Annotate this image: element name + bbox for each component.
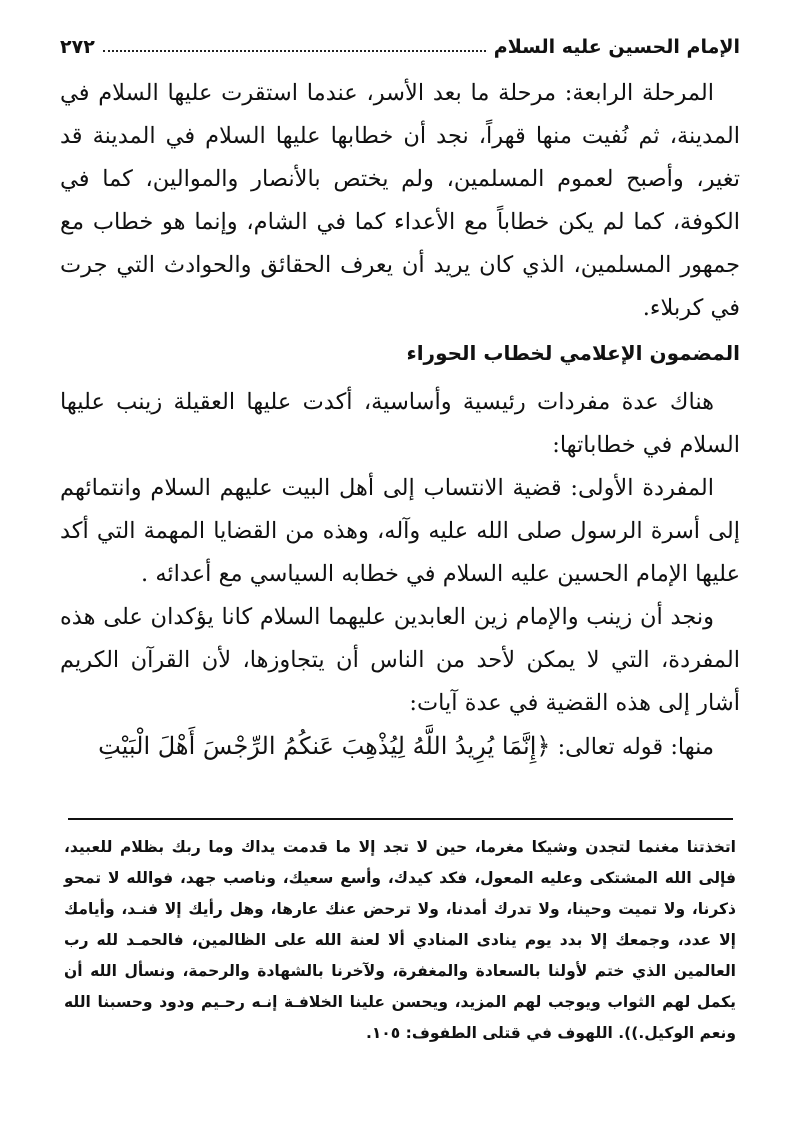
main-text [60,72,740,769]
running-title: الإمام الحسين عليه السلام [493,36,740,58]
paragraph-stage-four: المرحلة الرابعة: مرحلة ما بعد الأسر، عندما استقرت عليها السلام في المدينة، ثم نُفيت منها قهراً، نجد أن خطابها عليها السلام في المدينة قد تغير، وأصبح لعموم المسلمين، ولم يختص بالأنصار والموالين، كما في الكوفة، كما لم يكن خطاباً مع الأعداء كما في الشام، وإنما هو خطاب مع جمهور المسلمين، الذي كان يريد أن يعرف الحقائق والحوادث التي جرت في كربلاء. [60,80,740,321]
paragraph-intro-items: هناك عدة مفردات رئيسية وأساسية، أكدت عليها العقيلة زينب عليها السلام في خطاباتها: [60,389,740,458]
section-heading: المضمون الإعلامي لخطاب الحوراء [406,341,740,365]
footnote-source: اللهوف في قتلى الطفوف: ١٠٥. [365,1024,613,1042]
footnote-separator [68,818,733,820]
paragraph-zaynab-emphasis: ونجد أن زينب والإمام زين العابدين عليهما السلام كانا يؤكدان على هذه المفردة، التي لا يمكن لأحد من الناس أن يتجاوزها، لأن القرآن الكريم أشار إلى هذه القضية في عدة آيات: [60,604,740,716]
page-number: ٢٧٢ [60,36,95,58]
footnote [64,832,736,1049]
paragraph-item-one: المفردة الأولى: قضية الانتساب إلى أهل البيت عليهم السلام وانتمائهم إلى أسرة الرسول صلى الله عليه وآله، وهذه من القضايا المهمة التي أكد عليها الإمام الحسين عليه السلام في خطابه السياسي مع أعدائه . [60,475,740,587]
paragraph-verse [60,725,740,769]
header-dotted-leader [103,49,486,52]
footnote-text: اتخذتنا مغنما لتجدن وشيكا مغرما، حين لا تجد إلا ما قدمت يداك وما ربك بظلام للعبيد، فإلى الله المشتكى وعليه المعول، فكد كيدك، وأسع سعيك، وناصب جهد، فوالله لا تمحو ذكرنا، ولا تميت وحينا، ولا تدرك أمدنا، ولا ترحض عنك عارها، وهل رأيك إلا فنـد، وأيامك إلا عدد، وجمعك إلا بدد يوم ينادى المنادي ألا لعنة الله على الظالمين، فالحمـد لله رب العالمين الذي ختم لأولنا بالسعادة والمغفرة، ولآخرنا بالشهادة والرحمة، ونسأل الله أن يكمل لهم الثواب ويوجب لهم المزيد، ويحسن علينا الخلافـة إنـه رحـيم ودود وحسبنا الله ونعم الوكيل.)). [64,838,736,1042]
verse-intro: منها: قوله تعالى: [557,734,714,760]
quran-verse: ﴿إِنَّمَا يُرِيدُ اللَّهُ لِيُذْهِبَ عَنكُمُ الرِّجْسَ أَهْلَ الْبَيْتِ [98,732,551,760]
page-header [60,28,740,58]
